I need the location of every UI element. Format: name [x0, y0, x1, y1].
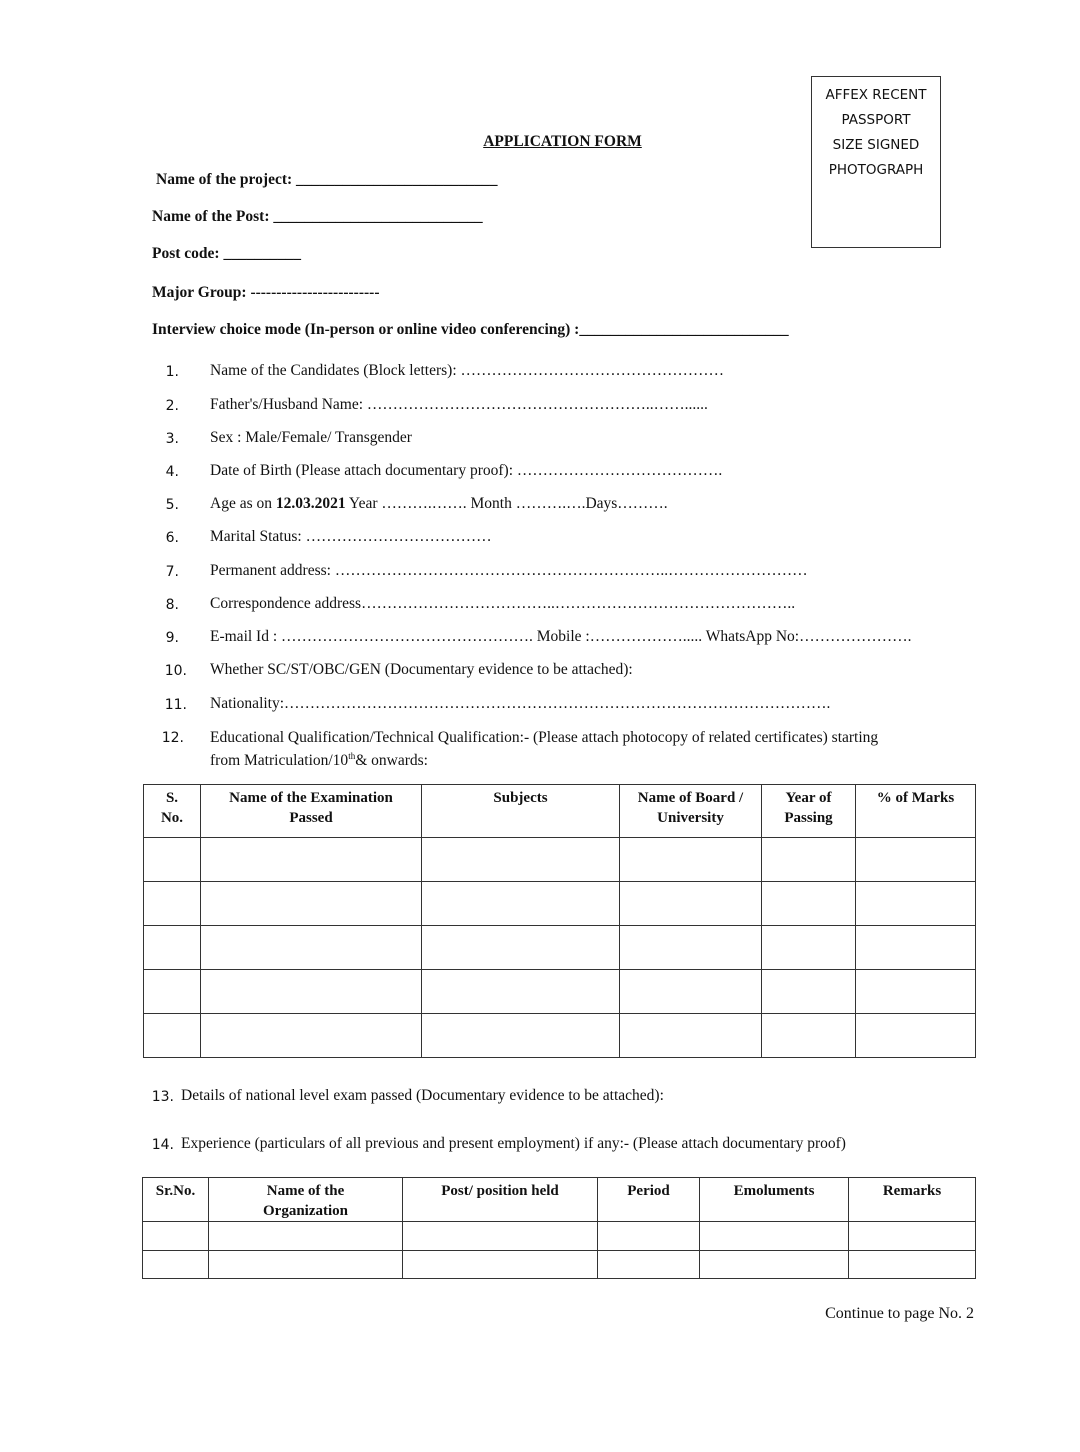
- permanent-address-field[interactable]: Permanent address: ………………………………………………………..………………………: [210, 562, 808, 579]
- table-cell[interactable]: [144, 970, 201, 1014]
- major-group-field[interactable]: Major Group: -------------------------: [152, 284, 380, 301]
- education-heading-line2: [210, 747, 878, 770]
- item-number: 11.: [164, 697, 187, 713]
- table-cell[interactable]: [856, 1014, 976, 1058]
- table-cell[interactable]: [762, 838, 856, 882]
- table-cell[interactable]: [144, 1014, 201, 1058]
- age-reference-date: 12.03.2021: [275, 495, 346, 512]
- table-cell[interactable]: [201, 926, 422, 970]
- table-cell[interactable]: [422, 1014, 620, 1058]
- table-cell[interactable]: [422, 970, 620, 1014]
- table-cell[interactable]: [144, 926, 201, 970]
- sex-field[interactable]: Sex : Male/Female/ Transgender: [210, 429, 412, 446]
- photo-box-line: AFFEX RECENT: [825, 87, 927, 103]
- table-cell[interactable]: [598, 1222, 700, 1251]
- item-number: 13.: [151, 1089, 174, 1105]
- table-cell[interactable]: [620, 838, 762, 882]
- correspondence-address-field[interactable]: Correspondence address………………………………..………………………………………..: [210, 595, 796, 612]
- education-table-header-row: [144, 785, 976, 838]
- education-heading-line1: Educational Qualification/Technical Qualification:- (Please attach photocopy of related certificates) starting: [210, 729, 879, 746]
- col-header-period: Period: [598, 1178, 700, 1222]
- photo-box-line: PASSPORT: [841, 112, 911, 128]
- col-header-sno: S. No.: [144, 785, 201, 838]
- table-cell[interactable]: [620, 970, 762, 1014]
- table-cell[interactable]: [598, 1251, 700, 1279]
- table-cell[interactable]: [144, 838, 201, 882]
- table-cell[interactable]: [143, 1251, 209, 1279]
- item-number: 9.: [165, 630, 179, 646]
- age-field[interactable]: [210, 495, 668, 513]
- item-number: 6.: [165, 530, 179, 546]
- nationality-field[interactable]: Nationality:…………………………………………………………………………………………….: [210, 695, 831, 712]
- item-number: 8.: [165, 597, 179, 613]
- table-row: [143, 1251, 976, 1279]
- post-name-field[interactable]: Name of the Post: ___________________________: [152, 208, 483, 225]
- item-number: 2.: [165, 398, 179, 414]
- item-number: 4.: [165, 464, 179, 480]
- table-cell[interactable]: [849, 1251, 976, 1279]
- item-number: 7.: [165, 564, 179, 580]
- item-number: 1.: [165, 364, 179, 380]
- photo-box-line: PHOTOGRAPH: [828, 162, 924, 178]
- item-number: 12.: [161, 730, 184, 746]
- age-label: Age as on: [210, 495, 276, 512]
- col-header-subjects: Subjects: [422, 785, 620, 838]
- col-header-board: Name of Board / University: [620, 785, 762, 838]
- table-row: [144, 882, 976, 926]
- table-row: [144, 926, 976, 970]
- table-cell[interactable]: [856, 882, 976, 926]
- table-cell[interactable]: [856, 838, 976, 882]
- photo-placeholder-box: [811, 76, 941, 248]
- col-header-remarks: Remarks: [849, 1178, 976, 1222]
- table-row: [144, 838, 976, 882]
- table-cell[interactable]: [422, 838, 620, 882]
- education-heading: [210, 728, 878, 770]
- education-heading-text-end: & onwards:: [355, 752, 428, 770]
- father-husband-name-field[interactable]: Father's/Husband Name: ………………………………………………..……......: [210, 396, 708, 413]
- table-row: [143, 1222, 976, 1251]
- table-cell[interactable]: [209, 1251, 403, 1279]
- table-cell[interactable]: [209, 1222, 403, 1251]
- date-of-birth-field[interactable]: Date of Birth (Please attach documentary proof): ………………………………….: [210, 462, 723, 479]
- table-cell[interactable]: [700, 1251, 849, 1279]
- table-cell[interactable]: [201, 838, 422, 882]
- table-cell[interactable]: [201, 970, 422, 1014]
- table-cell[interactable]: [856, 970, 976, 1014]
- col-header-post: Post/ position held: [403, 1178, 598, 1222]
- col-header-exam: Name of the Examination Passed: [201, 785, 422, 838]
- table-cell[interactable]: [762, 970, 856, 1014]
- col-header-year: Year of Passing: [762, 785, 856, 838]
- table-cell[interactable]: [201, 882, 422, 926]
- table-cell[interactable]: [143, 1222, 209, 1251]
- table-cell[interactable]: [403, 1251, 598, 1279]
- table-cell[interactable]: [403, 1222, 598, 1251]
- table-cell[interactable]: [620, 926, 762, 970]
- item-number: 5.: [165, 497, 179, 513]
- education-table: [143, 784, 976, 1058]
- national-exam-field[interactable]: Details of national level exam passed (Documentary evidence to be attached):: [181, 1087, 664, 1104]
- table-row: [144, 1014, 976, 1058]
- item-number: 10.: [164, 663, 187, 679]
- table-cell[interactable]: [144, 882, 201, 926]
- category-field[interactable]: Whether SC/ST/OBC/GEN (Documentary evidence to be attached):: [210, 661, 633, 678]
- table-cell[interactable]: [762, 1014, 856, 1058]
- table-cell[interactable]: [762, 926, 856, 970]
- interview-mode-field[interactable]: Interview choice mode (In-person or online video conferencing) :___________________________: [152, 321, 789, 338]
- contact-field[interactable]: E-mail Id : …………………………………………. Mobile :………………..... WhatsApp No:………………….: [210, 628, 912, 645]
- table-cell[interactable]: [620, 882, 762, 926]
- superscript-th: th: [348, 751, 356, 761]
- experience-table: [142, 1177, 976, 1279]
- item-number: 3.: [165, 431, 179, 447]
- table-cell[interactable]: [700, 1222, 849, 1251]
- education-heading-text: from Matriculation/10: [210, 752, 349, 770]
- table-cell[interactable]: [856, 926, 976, 970]
- col-header-emoluments: Emoluments: [700, 1178, 849, 1222]
- marital-status-field[interactable]: Marital Status: ………………………………: [210, 528, 492, 545]
- page-title: APPLICATION FORM: [483, 133, 642, 150]
- continue-page-note: Continue to page No. 2: [825, 1305, 974, 1322]
- age-blanks: Year ……….……. Month ……….….Days……….: [345, 495, 668, 512]
- project-name-field[interactable]: Name of the project: __________________________: [156, 171, 498, 188]
- post-code-field[interactable]: Post code: __________: [152, 245, 301, 262]
- col-header-marks: % of Marks: [856, 785, 976, 838]
- col-header-srno: Sr.No.: [143, 1178, 209, 1222]
- experience-table-header-row: [143, 1178, 976, 1222]
- table-cell[interactable]: [422, 926, 620, 970]
- table-row: [144, 970, 976, 1014]
- col-header-organization: Name of the Organization: [209, 1178, 403, 1222]
- table-cell[interactable]: [620, 1014, 762, 1058]
- table-cell[interactable]: [849, 1222, 976, 1251]
- photo-box-line: SIZE SIGNED: [832, 137, 920, 153]
- candidate-name-field[interactable]: Name of the Candidates (Block letters): ……………………………………………: [210, 362, 725, 379]
- table-cell[interactable]: [422, 882, 620, 926]
- item-number: 14.: [151, 1137, 174, 1153]
- table-cell[interactable]: [201, 1014, 422, 1058]
- experience-heading: Experience (particulars of all previous and present employment) if any:- (Please attach documentary proof): [181, 1135, 846, 1152]
- table-cell[interactable]: [762, 882, 856, 926]
